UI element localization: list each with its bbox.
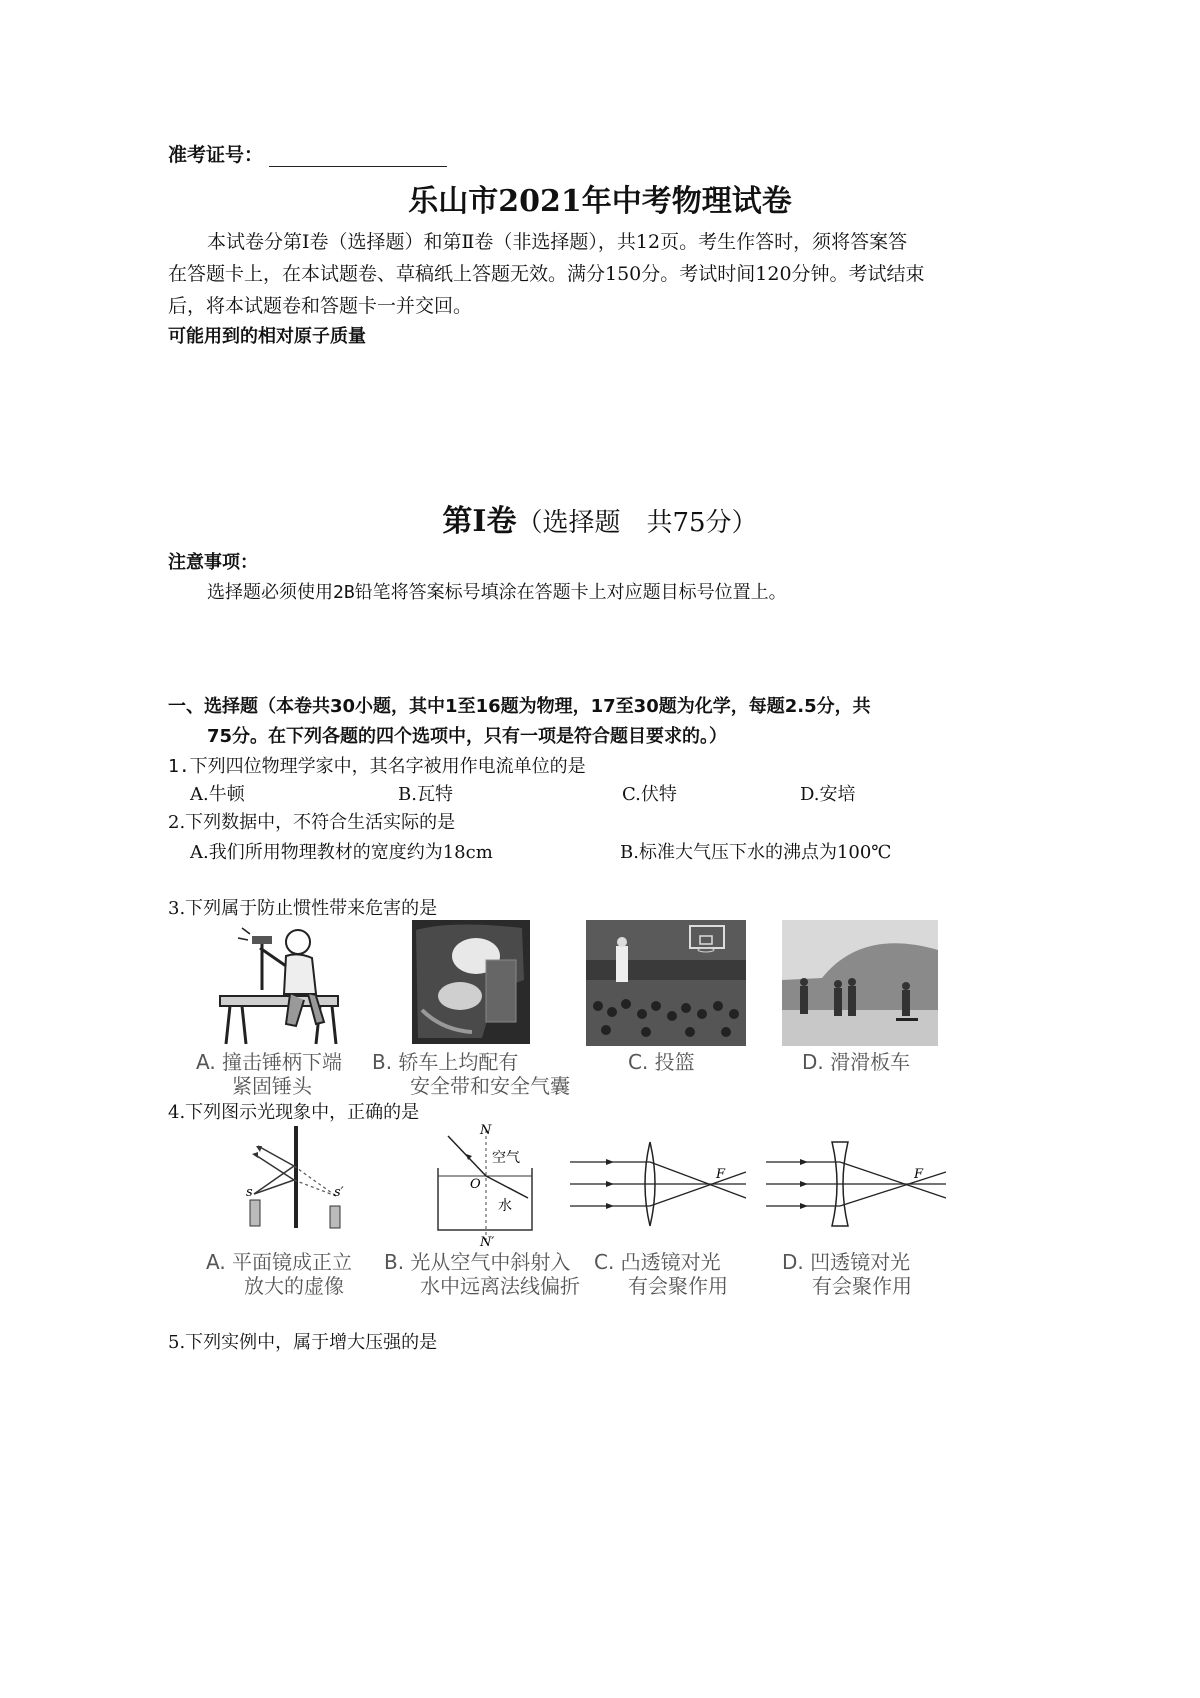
- q1-option-b: B.瓦特: [398, 784, 453, 805]
- q3-caption-a-line2: 紧固锤头: [232, 1074, 312, 1098]
- q2-option-a: A.我们所用物理教材的宽度约为18cm: [190, 842, 493, 863]
- q4-diagram-b-refraction: [430, 1122, 542, 1246]
- q4a-label-s: s: [246, 1185, 253, 1200]
- q4-caption-a-line1: A. 平面镜成正立: [206, 1250, 353, 1274]
- q1-option-a: A.牛顿: [190, 784, 245, 805]
- q4-caption-a-line2: 放大的虚像: [244, 1274, 344, 1298]
- exam-title: 乐山市2021年中考物理试卷: [408, 184, 792, 219]
- notes-label: 注意事项：: [168, 552, 258, 573]
- intro-line-1: 本试卷分第Ⅰ卷（选择题）和第Ⅱ卷（非选择题），共12页。考生作答时，须将答案答: [207, 231, 908, 253]
- notes-text: 选择题必须使用2B铅笔将答案标号填涂在答题卡上对应题目标号位置上。: [207, 582, 787, 603]
- q4d-label-f: F: [914, 1167, 924, 1182]
- q1-option-d: D.安培: [800, 784, 856, 805]
- q4b-label-air: 空气: [492, 1150, 520, 1166]
- intro-line-2: 在答题卡上，在本试题卷、草稿纸上答题无效。满分150分。考试时间120分钟。考试结束: [168, 263, 925, 285]
- part-one-heading-2: 75分。在下列各题的四个选项中，只有一项是符合题目要求的。）: [207, 726, 728, 747]
- q3-caption-a-line1: A. 撞击锤柄下端: [196, 1050, 343, 1074]
- q3-caption-b-line1: B. 轿车上均配有: [372, 1050, 519, 1074]
- q3-picture-a-hammer: [212, 920, 352, 1048]
- section-title-sub: （选择题 共75分）: [516, 508, 758, 538]
- q3-caption-b-line2: 安全带和安全气囊: [410, 1074, 570, 1098]
- q4-caption-d-line1: D. 凹透镜对光: [782, 1250, 911, 1274]
- q3-picture-c-basketball: [586, 920, 746, 1046]
- q4-diagram-d-concave-lens: [766, 1136, 948, 1232]
- q4b-label-water: 水: [498, 1198, 512, 1214]
- q1-option-c: C.伏特: [622, 784, 677, 805]
- q3-caption-c: C. 投篮: [628, 1050, 695, 1074]
- part-one-heading-1: 一、选择题（本卷共30小题，其中1至16题为物理，17至30题为化学，每题2.5分，共: [168, 696, 871, 717]
- q4-diagram-c-convex-lens: [570, 1136, 750, 1232]
- q3-picture-b-airbag: [412, 920, 530, 1044]
- q4b-label-o: O: [470, 1177, 481, 1192]
- candidate-number-label: 准考证号：: [168, 144, 264, 166]
- candidate-number-blank: [269, 148, 447, 167]
- q4-caption-d-line2: 有会聚作用: [812, 1274, 912, 1298]
- question-3-stem: 3.下列属于防止惯性带来危害的是: [168, 898, 438, 919]
- question-1-stem: 1.下列四位物理学家中，其名字被用作电流单位的是: [168, 756, 586, 777]
- q3-caption-d: D. 滑滑板车: [802, 1050, 911, 1074]
- candidate-number-field: [168, 140, 447, 167]
- q2-option-b: B.标准大气压下水的沸点为100℃: [620, 842, 892, 863]
- q4-caption-c-line1: C. 凸透镜对光: [594, 1250, 721, 1274]
- q4-caption-b-line1: B. 光从空气中斜射入: [384, 1250, 571, 1274]
- intro-line-3: 后，将本试题卷和答题卡一并交回。: [168, 295, 473, 317]
- q4b-label-n-prime: N′: [480, 1235, 495, 1246]
- q3-picture-d-skateboard: [782, 920, 938, 1046]
- q4-caption-c-line2: 有会聚作用: [628, 1274, 728, 1298]
- question-2-stem: 2.下列数据中，不符合生活实际的是: [168, 812, 456, 833]
- q4-caption-b-line2: 水中远离法线偏折: [420, 1274, 580, 1298]
- q4a-label-s-prime: s′: [334, 1185, 344, 1200]
- section-title-main: 第Ⅰ卷: [442, 504, 517, 539]
- question-5-stem: 5.下列实例中，属于增大压强的是: [168, 1332, 438, 1353]
- section-title: [0, 496, 1200, 540]
- atomic-mass-heading: 可能用到的相对原子质量: [168, 326, 366, 347]
- q4-diagram-a-mirror: [240, 1126, 352, 1230]
- question-4-stem: 4.下列图示光现象中，正确的是: [168, 1102, 420, 1123]
- q4c-label-f: F: [716, 1167, 726, 1182]
- q4b-label-n: N: [480, 1123, 492, 1138]
